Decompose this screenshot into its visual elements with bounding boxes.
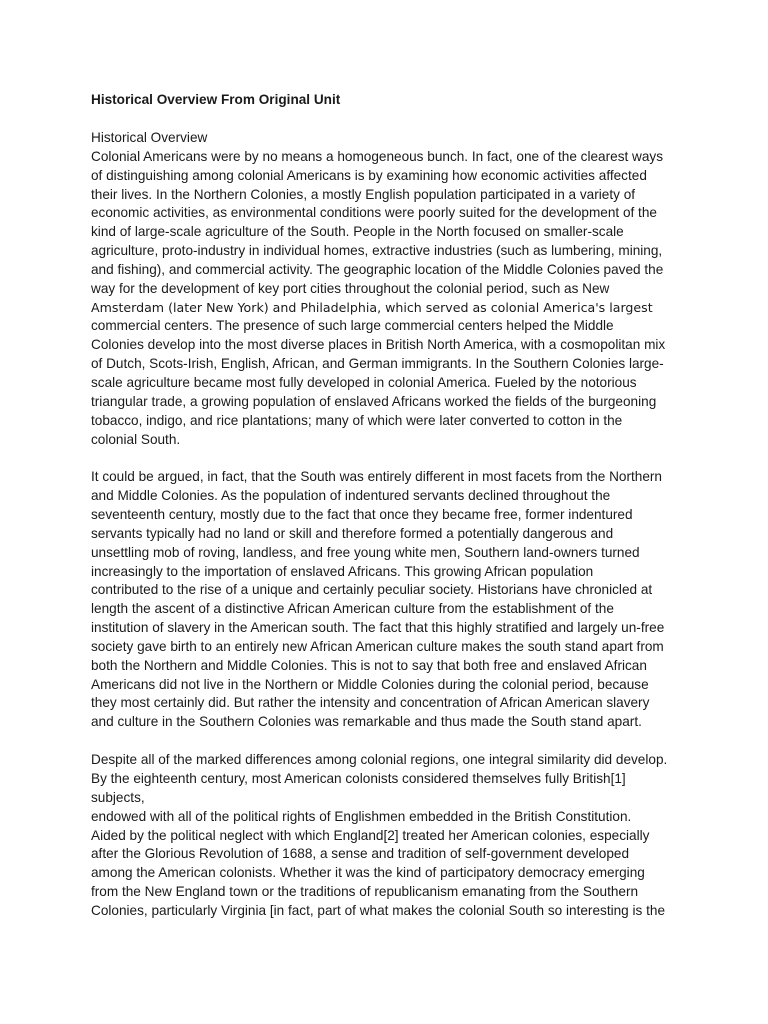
paragraph-2 xyxy=(91,468,691,732)
text-line: By the eighteenth century, most American colonists considered themselves fully British[1] xyxy=(91,771,626,786)
text-line: length the ascent of a distinctive African American culture from the establishment of the xyxy=(91,601,614,617)
text-line: their lives. In the Northern Colonies, a mostly English population participated in a variety of xyxy=(91,186,636,202)
text-line: society gave birth to an entirely new African American culture makes the south stand apart from xyxy=(91,638,664,654)
document-body xyxy=(91,91,691,921)
text-line: seventeenth century, mostly due to the fact that once they became free, former indentured xyxy=(91,507,633,523)
text-line: of distinguishing among colonial Americans is by examining how economic activities affected xyxy=(91,167,647,183)
text-line: way for the development of key port cities throughout the colonial period, such as New xyxy=(91,280,610,296)
text-line: It could be argued, in fact, that the South was entirely different in most facets from the Northern xyxy=(91,469,662,485)
text-line: and fishing), and commercial activity. The geographic location of the Middle Colonies paved the xyxy=(91,261,664,277)
text-line: and culture in the Southern Colonies was remarkable and thus made the South stand apart. xyxy=(91,714,642,730)
text-line: Colonial Americans were by no means a homogeneous bunch. In fact, one of the clearest ways xyxy=(91,148,664,164)
text-line: Amsterdam (later New York) and Philadelphia, which served as colonial America's largest xyxy=(91,299,653,315)
text-line: contributed to the rise of a unique and certainly peculiar society. Historians have chronicled at xyxy=(91,582,653,598)
text-line: after the Glorious Revolution of 1688, a sense and tradition of self-government developed xyxy=(91,846,630,862)
text-line: Despite all of the marked differences among colonial regions, one integral similarity did develop. xyxy=(91,752,668,768)
text-line: triangular trade, a growing population of enslaved Africans worked the fields of the burgeoning xyxy=(91,393,657,409)
text-line: among the American colonists. Whether it was the kind of participatory democracy emerging xyxy=(91,865,645,881)
text-line: increasingly to the importation of enslaved Africans. This growing African population xyxy=(91,563,594,579)
text-line: institution of slavery in the American south. The fact that this highly stratified and largely un-free xyxy=(91,620,665,636)
paragraph-1 xyxy=(91,148,691,450)
text-line: they most certainly did. But rather the intensity and concentration of African American slavery xyxy=(91,695,650,711)
text-line: Colonies, particularly Virginia [in fact, part of what makes the colonial South so interesting is the xyxy=(91,902,666,918)
text-line: Colonies develop into the most diverse places in British North America, with a cosmopolitan mix xyxy=(91,337,666,353)
text-line: kind of large-scale agriculture of the South. People in the North focused on smaller-scale xyxy=(91,224,624,240)
text-line: agriculture, proto-industry in individual homes, extractive industries (such as lumbering, mining, xyxy=(91,243,663,259)
text-line: and Middle Colonies. As the population of indentured servants declined throughout the xyxy=(91,488,611,504)
text-line: from the New England town or the traditions of republicanism emanating from the Southern xyxy=(91,884,639,900)
text-line: of Dutch, Scots-Irish, English, African, and German immigrants. In the Southern Colonies large- xyxy=(91,356,664,372)
section-heading: Historical Overview xyxy=(91,130,208,145)
text-line: servants typically had no land or skill and therefore formed a potentially dangerous and xyxy=(91,525,614,541)
text-line: both the Northern and Middle Colonies. This is not to say that both free and enslaved African xyxy=(91,657,647,673)
text-line: tobacco, indigo, and rice plantations; many of which were later converted to cotton in the xyxy=(91,412,623,428)
text-line: economic activities, as environmental conditions were poorly suited for the development of the xyxy=(91,205,657,221)
text-line: unsettling mob of roving, landless, and free young white men, Southern land-owners turned xyxy=(91,544,640,560)
text-line: endowed with all of the political rights of Englishmen embedded in the British Constitution. xyxy=(91,808,632,824)
text-line: commercial centers. The presence of such large commercial centers helped the Middle xyxy=(91,318,614,334)
text-line: colonial South. xyxy=(91,431,181,447)
paragraph-3 xyxy=(91,751,691,921)
text-line: Aided by the political neglect with which England[2] treated her American colonies, especially xyxy=(91,827,650,843)
text-line: scale agriculture became most fully developed in colonial America. Fueled by the notorious xyxy=(91,374,637,390)
text-line: subjects, xyxy=(91,789,145,805)
text-line: Americans did not live in the Northern or Middle Colonies during the colonial period, because xyxy=(91,676,649,692)
document-title: Historical Overview From Original Unit xyxy=(91,92,341,107)
